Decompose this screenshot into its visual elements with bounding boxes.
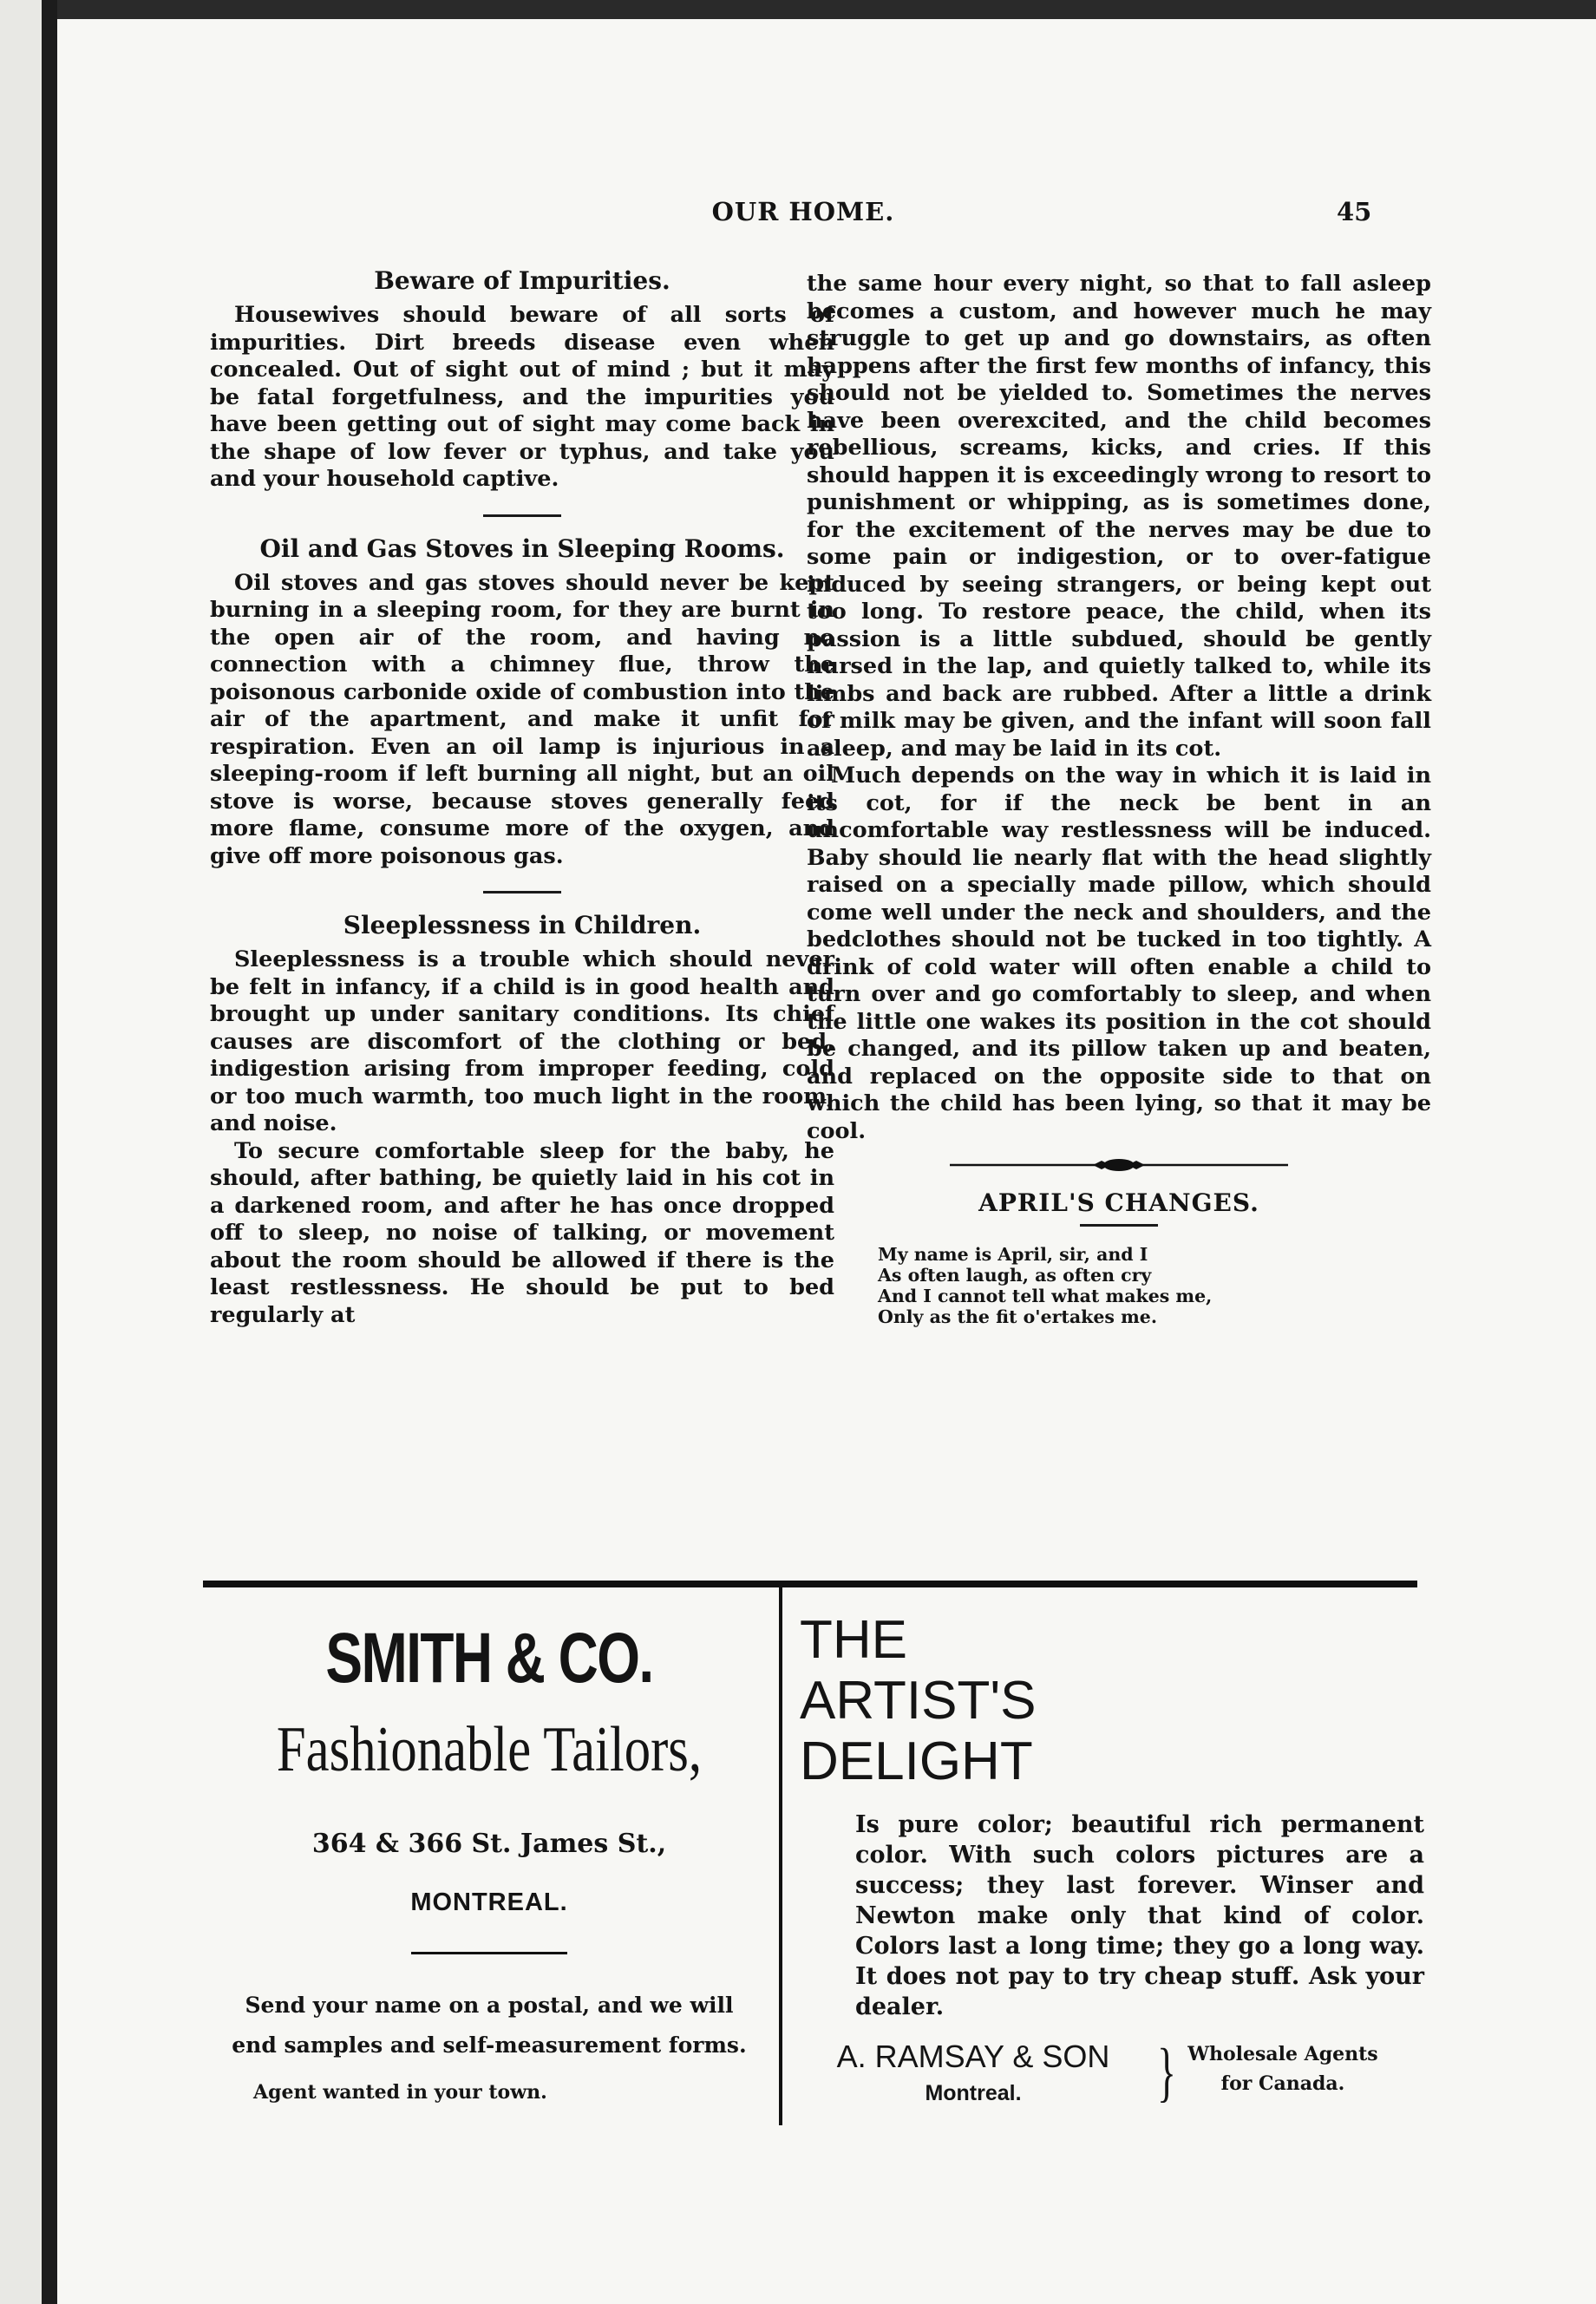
ad-smith-send-line: Send your name on a postal, and we will	[245, 1993, 734, 2018]
poem-title: APRIL'S CHANGES.	[978, 1188, 1259, 1217]
heading-stoves: Oil and Gas Stoves in Sleeping Rooms.	[259, 533, 785, 563]
ad-artist-title	[800, 1610, 1424, 1792]
section-rule	[1080, 1224, 1158, 1227]
ad-artist-title-line: DELIGHT	[800, 1731, 1033, 1791]
ad-artists-delight	[800, 1607, 1424, 2109]
scan-gutter	[42, 0, 57, 2304]
poem-line: As often laugh, as often cry	[878, 1265, 1152, 1286]
paragraph: Much depends on the way in which it is laid in its cot, for if the neck be bent in an uncomfortable way restlessness will be induced. Baby should lie nearly flat with the head slightly raised on a specially made pillow, which should come well under the neck and shoulders, and the bedclothes should not be tucked in too tightly. A drink of cold water will often enable a child to turn over and go comfortably to sleep, and when the little one wakes its position in the cot should be changed, and its pillow taken up and beaten, and replaced on the opposite side to that on which the child has been lying, so that it may be cool.	[807, 763, 1431, 1144]
ad-smith-city: MONTREAL.	[410, 1888, 568, 1916]
ad-smith-agent: Agent wanted in your town.	[253, 2081, 547, 2104]
right-column	[807, 271, 1431, 1327]
ad-firm-agents	[1183, 2039, 1383, 2098]
ad-smith-tagline: Fashionable Tailors,	[276, 1714, 703, 1785]
left-column	[210, 266, 834, 1329]
paragraph: Housewives should beware of all sorts of impurities. Dirt breeds disease even when concealed. Out of sight out of mind ; but it may be fatal forgetfulness, and the impurities you have been getting out of sight may come back in the shape of low fever or typhus, and take you and your household captive.	[210, 302, 834, 492]
paragraph: Oil stoves and gas stoves should never be kept burning in a sleeping room, for they are burnt in the open air of the room, and having no connection with a chimney flue, throw the poisonous carbonide oxide of combustion into the air of the apartment, and make it unfit for respiration. Even an oil lamp is injurious in a sleeping-room if left burning all night, but an oil stove is worse, because stoves generally feed more flame, consume more of the oxygen, and give off more poisonous gas.	[210, 569, 834, 869]
page-number: 45	[1337, 197, 1372, 226]
section-rule	[483, 891, 561, 893]
ornament-rule	[950, 1157, 1288, 1173]
poem-line: My name is April, sir, and I	[878, 1244, 1148, 1265]
running-title: OUR HOME.	[711, 197, 895, 226]
ad-smith-and-co	[203, 1607, 775, 2104]
ad-artist-firm	[800, 2036, 1424, 2109]
ad-smith-name: SMITH & CO.	[325, 1619, 653, 1698]
scan-edge-left	[0, 0, 42, 2304]
ad-smith-rule	[411, 1952, 567, 1954]
poem-line: Only as the fit o'ertakes me.	[878, 1306, 1157, 1327]
section-rule	[483, 514, 561, 517]
ad-smith-send	[203, 1986, 775, 2065]
ad-artist-title-line: ARTIST'S	[800, 1671, 1037, 1731]
ad-agents-line: Wholesale Agents	[1187, 2043, 1378, 2065]
ad-smith-send-line: end samples and self-measurement forms.	[232, 2032, 747, 2058]
heading-sleeplessness: Sleeplessness in Children.	[343, 911, 702, 939]
ad-firm-city: Montreal.	[925, 2081, 1022, 2105]
magazine-page	[57, 19, 1596, 2304]
advertisement-divider	[779, 1587, 782, 2125]
paragraph: To secure comfortable sleep for the baby, he should, after bathing, be quietly laid in his cot in a darkened room, and after he has once dropped off to sleep, no noise of talking, or movement about the room should be allowed if there is the least restlessness. He should be put to bed regularly at	[210, 1137, 834, 1328]
poem	[878, 1244, 1431, 1327]
poem-line: And I cannot tell what makes me,	[878, 1286, 1213, 1306]
paragraph: Sleeplessness is a trouble which should never be felt in infancy, if a child is in good health and brought up under sanitary conditions. Its chief causes are discomfort of the clothing or bed, indigestion arising from improper feeding, cold or too much warmth, too much light in the room, and noise.	[210, 946, 834, 1136]
advertisement-rule	[203, 1581, 1417, 1587]
ad-artist-title-line: THE	[800, 1610, 907, 1670]
paragraph-continued: the same hour every night, so that to fall asleep becomes a custom, and however much he may struggle to get up and go downstairs, as often happens after the first few months of infancy, this should not be yielded to. Sometimes the nerves have been overexcited, and the child becomes rebellious, screams, kicks, and cries. If this should happen it is exceedingly wrong to resort to punishment or whipping, as is sometimes done, for the excitement of the nerves may be due to some pain or indigestion, or to over-fatigue induced by seeing strangers, or being kept out too long. To restore peace, the child, when its passion is a little subdued, should be gently nursed in the lap, and quietly talked to, while its limbs and back are rubbed. After a little a drink of milk may be given, and the infant will soon fall asleep, and may be laid in its cot.	[807, 271, 1431, 762]
ad-firm-block	[800, 2039, 1147, 2106]
heading-impurities: Beware of Impurities.	[374, 266, 670, 295]
ad-agents-line: for Canada.	[1220, 2072, 1345, 2095]
running-head	[57, 197, 1596, 232]
ad-smith-address: 364 & 366 St. James St.,	[311, 1829, 667, 1859]
ad-artist-body: Is pure color; beautiful rich permanent color. With such colors pictures are a success; they last forever. Winser and Newton make only that kind of color. Colors last a long time; they go a long way. It does not pay to try cheap stuff. Ask your dealer.	[855, 1811, 1424, 2020]
ad-firm-name: A. RAMSAY & SON	[836, 2039, 1110, 2074]
brace-icon: }	[1157, 2036, 1176, 2109]
